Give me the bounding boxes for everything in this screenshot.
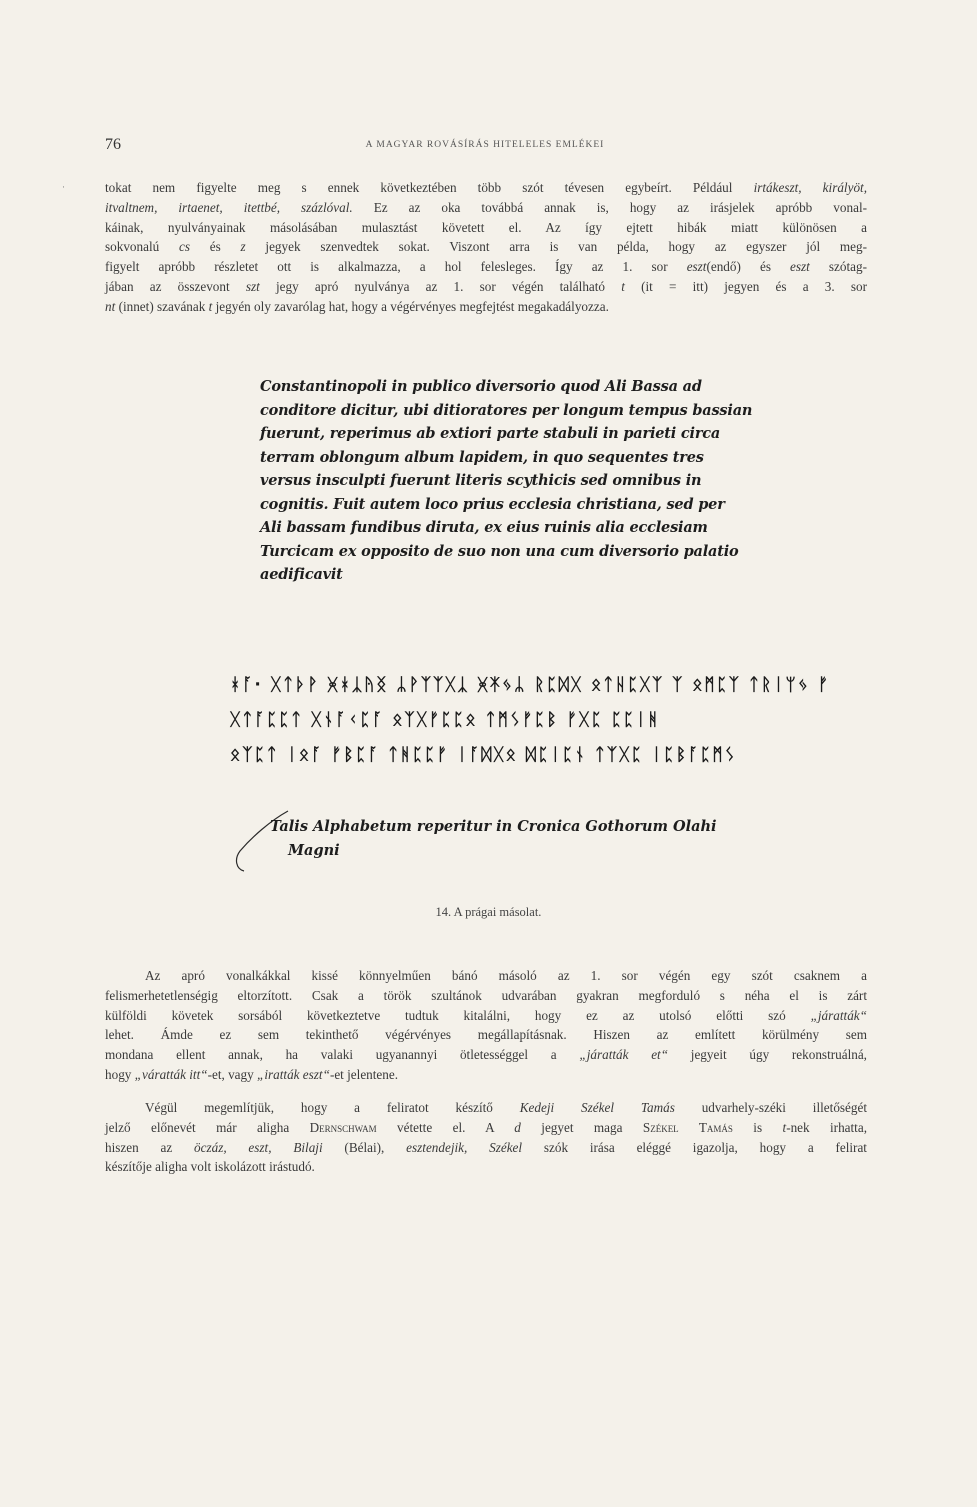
runic-line: ᚷᛏᚪᛈᛈᛏ ᚷᚾᚪᚲᛈᚪ ᛟᛉᚷᚠᛈᛈᛟ ᛏᛗᛊᚠᛈᛒ ᚠᚷᛈ ᛈᛈᛁᚻ [230,710,660,730]
italic-term: t [621,278,625,294]
italic-term: „járatták“ [810,1007,867,1023]
text-line: felismerhetetlenségig eltorzított. Csak a török szultánok udvarában gyakran megforduló s néha el is zárt [105,987,867,1003]
paragraph-3 [105,1098,867,1177]
latin-line: Turcicam ex opposito de suo non una cum diversorio palatio [260,542,739,560]
italic-term: d [514,1119,521,1135]
text-line: nt (innet) szavának t jegyén oly zavarólag hat, hogy a végérvényes megfejtést megakadályozza. [105,298,609,314]
italic-term: t [782,1119,787,1135]
italic-term: t [208,298,213,314]
text-line: Végül megemlítjük, hogy a feliratot készítő Kedeji Székel Tamás udvarhely-széki illetőségét [145,1100,868,1115]
figure-runic-inscription [230,675,831,780]
italic-term: szt [245,278,260,294]
running-head: A MAGYAR ROVÁSÍRÁS HITELELES EMLÉKEI [365,140,605,150]
text-line: készítője aligha volt iskolázott irástudó. [105,1159,315,1175]
runic-line: ᚼᚪ· ᚷᛏᚦᚹ ᚸᚼᛣᚤᛝ ᛦᚹᛉᛉᚷᛣ ᚸᛡᛃᛦ ᚱᛈᛞᚷ ᛟᛏᚺᛈᚷᛉ ᛉ ᛟᛗᛈᛉ ᛏᚱᛁᛘᛃ ᚠ [230,675,831,695]
page-number: 76 [105,136,121,153]
text-line: lehet. Ámde ez sem tekinthető végérvényes megállapításnak. Hiszen az említett körülmény sem [105,1027,867,1043]
figure-latin-text [260,375,753,587]
latin-line: aedificavit [260,566,343,583]
text-line: jában az összevont szt jegy apró nyulványa az 1. sor végén található t (it = itt) jegyen és a 3. sor [105,278,867,294]
text-line: káinak, nyulványainak másolásában mulasztást követett el. Az így ejtett hibák miatt különösen a [105,219,867,235]
italic-term: esztendejik, Székel [406,1139,523,1155]
italic-term: nt [105,298,116,314]
text-line: mondana ellent annak, ha valaki ugyanannyi ötletességgel a „járatták et“ jegyeit úgy rekonstruálná, [105,1047,867,1063]
italic-term: „járatták et“ [579,1047,669,1063]
small-caps-name: Székel Tamás [642,1119,733,1135]
small-caps-name: Dernschwam [309,1119,377,1135]
latin-line: versus insculpti fuerunt literis scythicis sed omnibus in [260,472,702,489]
text-line: hogy „váratták itt“-et, vagy „iratták eszt“-et jelentene. [105,1066,399,1082]
italic-term: irtákeszt, királyöt, [753,180,867,195]
latin-line: Ali bassam fundibus diruta, ex eius ruinis alia ecclesiam [260,519,708,536]
paragraph-1 [105,178,867,317]
figure-prague-copy [230,375,831,885]
italic-term: cs [178,239,190,255]
text-line: itvaltnem, irtaenet, itettbé, százlóval. Ez az oka továbbá annak is, hogy az irásjelek apróbb vonal- [105,199,867,215]
figure-note [270,815,770,863]
text-line: jelző előnevét már aligha Dernschwam vétette el. A d jegyet maga Székel Tamás is t-nek irhatta, [105,1119,867,1135]
paragraph-2 [105,966,867,1085]
latin-line: conditore dicitur, ubi ditioratores per longum tempus bassian [260,401,753,419]
note-line: Magni [288,842,340,859]
italic-term: öczáz, eszt, Bilaji [194,1139,323,1155]
latin-line: Constantinopoli in publico diversorio quod Ali Bassa ad [260,378,702,395]
text-line: sokvonalú cs és z jegyek szenvedtek sokat. Viszont arra is van példa, hogy az egyszer jól meg- [105,239,867,255]
italic-term: „váratták itt“ [134,1066,208,1082]
italic-term: „iratták eszt“ [257,1066,330,1082]
italic-term: Kedeji Székel Tamás [519,1100,675,1115]
latin-line: fuerunt, reperimus ab extiori parte stabuli in parieti circa [260,425,721,442]
italic-term: z [240,239,246,255]
margin-mark: · [62,182,65,192]
latin-line: terram oblongum album lapidem, in quo sequentes tres [260,448,704,466]
italic-term: itvaltnem, irtaenet, itettbé, százlóval. [105,199,353,215]
text-line: hiszen az öczáz, eszt, Bilaji (Bélai), esztendejik, Székel szók irása eléggé igazolja, hogy a felirat [105,1139,867,1155]
page-header [105,136,865,156]
text-line: külföldi követek sorsából következtetve tudtuk kitalálni, hogy ez az utolsó előtti szó „járatták“ [105,1007,867,1023]
text-line: tokat nem figyelte meg s ennek következtében több szót tévesen egybeírt. Például irtákeszt, királyöt, [105,180,867,195]
runic-line: ᛟᛉᛈᛏ ᛁᛟᚪ ᚠᛒᛈᚪ ᛏᚻᛈᛈᚠ ᛁᚪᛞᚷᛟ ᛞᛈᛁᛈᚾ ᛏᛉᚷᛈ ᛁᛈᛒᚪᛈᛗᛊ [230,745,737,765]
italic-term: eszt [686,259,707,275]
note-line: Talis Alphabetum reperitur in Cronica Gothorum Olahi [270,818,717,835]
text-line: figyelt apróbb részletet ott is alkalmazza, a hol felesleges. Így az 1. sor eszt(endő) és eszt szótag- [105,259,867,275]
figure-caption: 14. A prágai másolat. [435,905,542,919]
italic-term: eszt [790,259,810,275]
latin-line: cognitis. Fuit autem loco prius ecclesia christiana, sed per [260,495,725,513]
text-line: Az apró vonalkákkal kissé könnyelműen bánó másoló az 1. sor végén egy szót csaknem a [145,968,867,983]
